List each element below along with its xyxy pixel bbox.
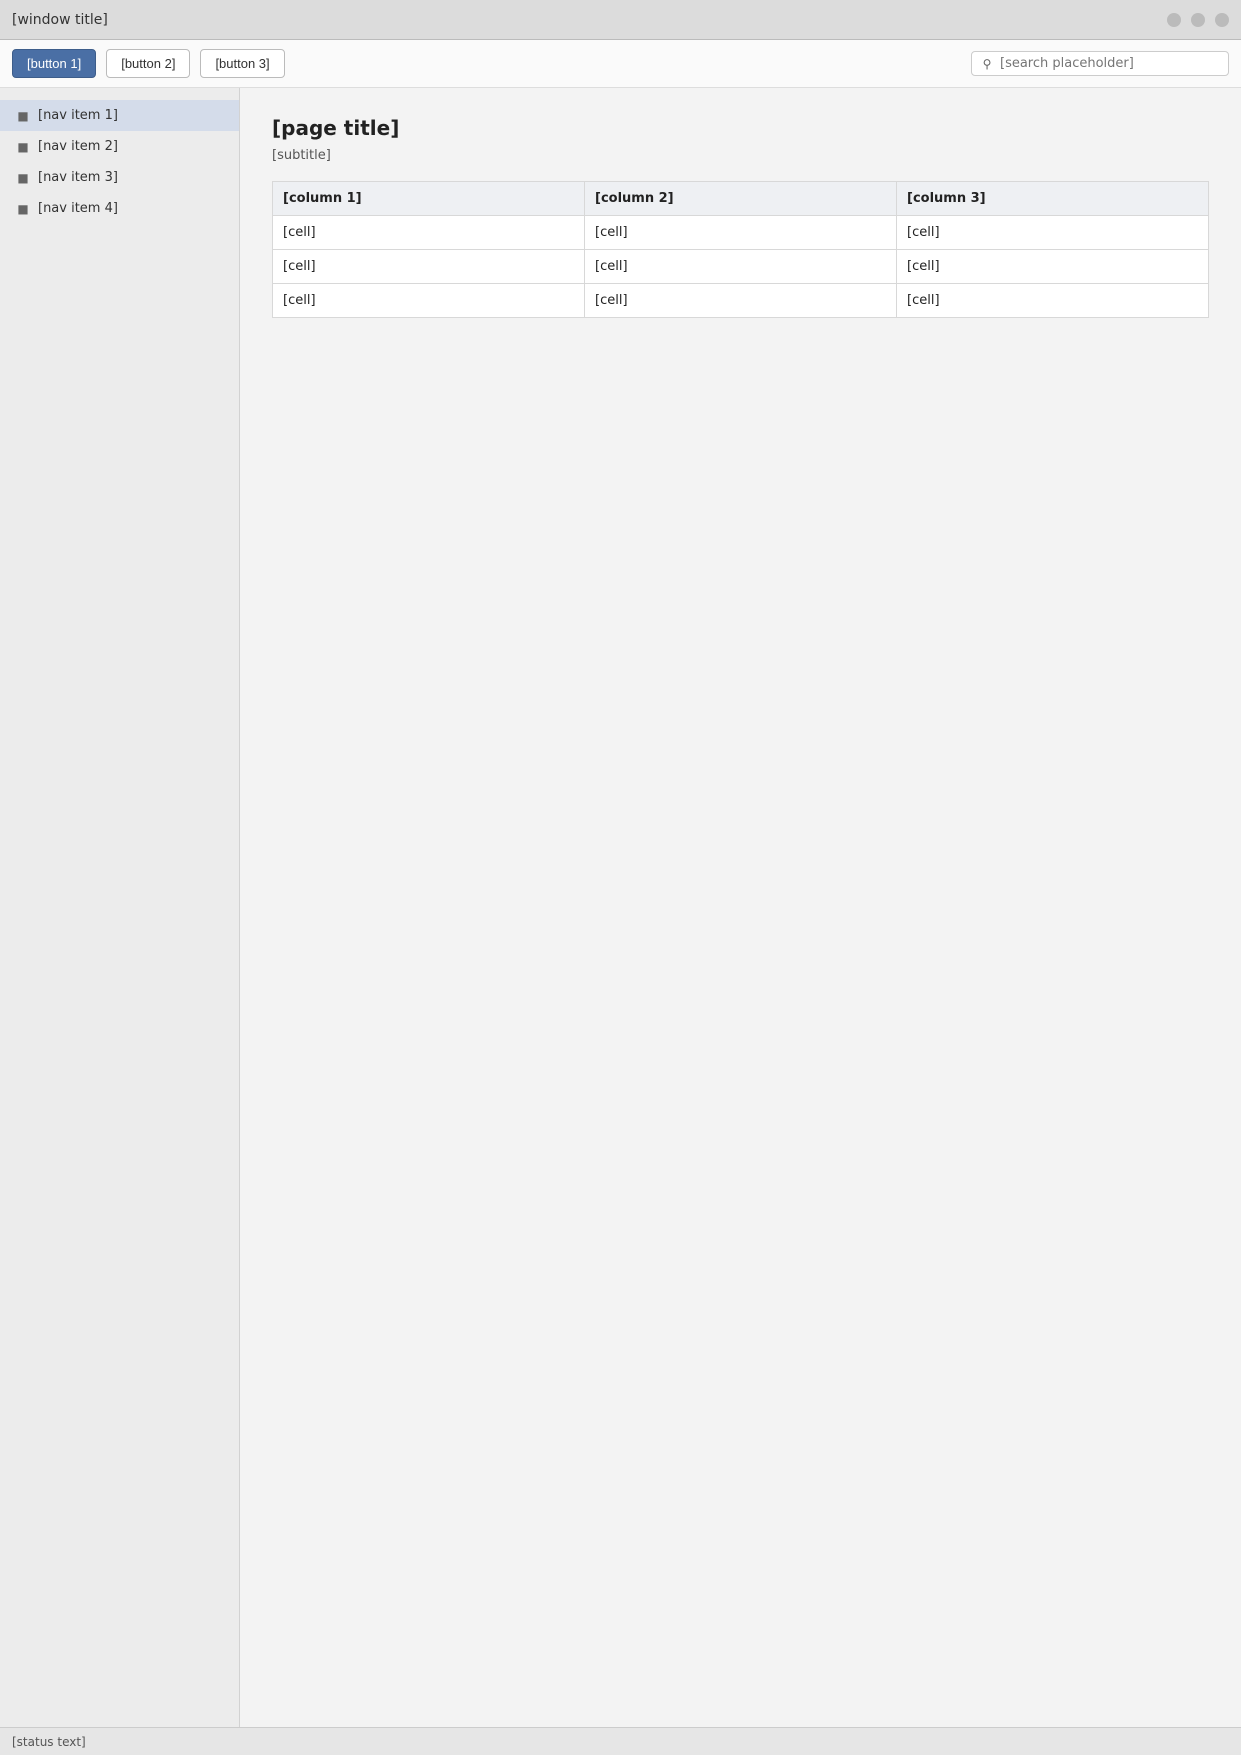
sidebar bbox=[0, 88, 240, 1727]
table-cell: [cell] bbox=[273, 216, 585, 250]
page-subtitle: [subtitle] bbox=[272, 148, 331, 163]
table-cell: [cell] bbox=[897, 250, 1209, 284]
toolbar-button-3[interactable]: [button 3] bbox=[200, 49, 284, 78]
search-icon: ⚲ bbox=[982, 56, 992, 71]
table-row[interactable] bbox=[273, 284, 1209, 318]
toolbar-button-1[interactable]: [button 1] bbox=[12, 49, 96, 78]
status-text: [status text] bbox=[12, 1734, 86, 1749]
sidebar-item-label: [nav item 3] bbox=[38, 170, 118, 185]
toolbar-button-2[interactable]: [button 2] bbox=[106, 49, 190, 78]
table-cell: [cell] bbox=[273, 284, 585, 318]
sidebar-item-4[interactable] bbox=[0, 193, 239, 224]
table-cell: [cell] bbox=[585, 284, 897, 318]
close-button[interactable] bbox=[1215, 13, 1229, 27]
sidebar-item-3[interactable] bbox=[0, 162, 239, 193]
table-row[interactable] bbox=[273, 216, 1209, 250]
page-title: [page title] bbox=[272, 116, 400, 140]
minimize-button[interactable] bbox=[1167, 13, 1181, 27]
table-cell: [cell] bbox=[273, 250, 585, 284]
table-cell: [cell] bbox=[897, 216, 1209, 250]
maximize-button[interactable] bbox=[1191, 13, 1205, 27]
sidebar-item-2[interactable] bbox=[0, 131, 239, 162]
main-content bbox=[240, 88, 1241, 1727]
table-header-row bbox=[273, 182, 1209, 216]
sidebar-item-label: [nav item 4] bbox=[38, 201, 118, 216]
table-row[interactable] bbox=[273, 250, 1209, 284]
sidebar-item-label: [nav item 1] bbox=[38, 108, 118, 123]
table-cell: [cell] bbox=[585, 216, 897, 250]
window-titlebar bbox=[0, 0, 1241, 40]
folder-icon: ■ bbox=[17, 108, 29, 123]
search-box bbox=[971, 51, 1229, 76]
status-bar bbox=[0, 1727, 1241, 1755]
search-input[interactable] bbox=[1000, 56, 1220, 71]
folder-icon: ■ bbox=[17, 201, 29, 216]
table-cell: [cell] bbox=[897, 284, 1209, 318]
app-body bbox=[0, 88, 1241, 1727]
window-title: [window title] bbox=[12, 11, 108, 28]
table-header[interactable]: [column 3] bbox=[897, 182, 1209, 216]
table-header[interactable]: [column 2] bbox=[585, 182, 897, 216]
folder-icon: ■ bbox=[17, 170, 29, 185]
toolbar bbox=[0, 40, 1241, 88]
sidebar-item-label: [nav item 2] bbox=[38, 139, 118, 154]
sidebar-item-1[interactable] bbox=[0, 100, 239, 131]
table-cell: [cell] bbox=[585, 250, 897, 284]
table-header[interactable]: [column 1] bbox=[273, 182, 585, 216]
data-table bbox=[272, 181, 1209, 318]
folder-icon: ■ bbox=[17, 139, 29, 154]
